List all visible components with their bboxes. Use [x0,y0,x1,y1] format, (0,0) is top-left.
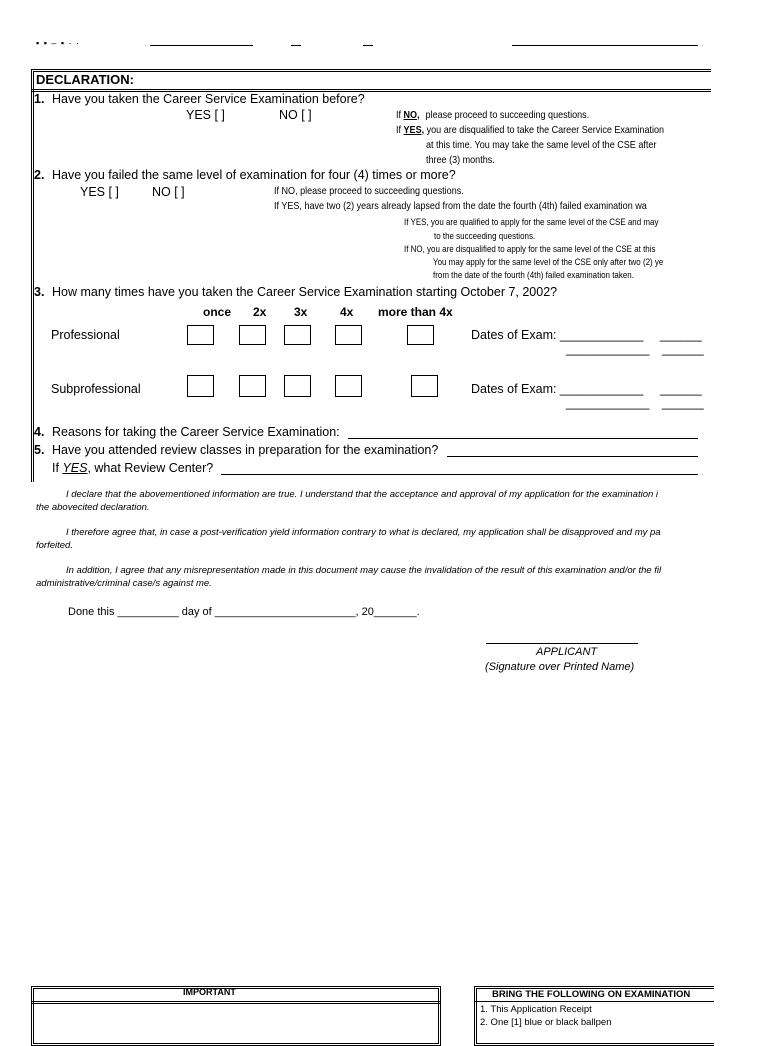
q3-subprofessional-dates-line2-extra[interactable]: ______ [662,396,704,410]
q3-professional-3x-checkbox[interactable] [284,325,311,345]
q3-subprofessional-dates[interactable]: Dates of Exam: ____________ [471,382,644,396]
statement-1-line2: the abovecited declaration. [36,502,150,513]
q4-text: Reasons for taking the Career Service Examination: [52,425,340,439]
q3-col-more: more than 4x [378,305,453,319]
q4-number: 4. [34,425,45,439]
signature-sub: (Signature over Printed Name) [485,661,635,673]
q5-sub-question [52,461,213,475]
statement-1-line1: I declare that the abovementioned information are true. I understand that the acceptance and approval of my application for the examination i [66,489,659,500]
q3-row-professional-label: Professional [51,328,120,342]
q1-if-no-rest: please proceed to succeeding questions. [425,109,590,121]
statement-2-line2: forfeited. [36,540,73,551]
bring-divider [474,1001,714,1002]
q3-subprofessional-once-checkbox[interactable] [187,375,214,397]
header-line-1 [150,45,253,46]
q3-text: How many times have you taken the Career Service Examination starting October 7, 2002? [52,285,558,299]
q5-text: Have you attended review classes in preparation for the examination? [52,443,439,457]
signature-line[interactable] [486,643,638,644]
statement-2-line1: I therefore agree that, in case a post-verification yield information contrary to what is declared, my application shall be disapproved and my pa [66,527,661,538]
q1-note-line2: at this time. You may take the same level of the CSE after [426,139,657,151]
statement-3-line2: administrative/criminal case/s against me. [36,578,212,589]
important-box [31,986,441,1046]
q2-yes-option[interactable]: YES [ ] [80,185,119,199]
header-line-3 [363,45,373,46]
q4-answer-line[interactable] [348,438,698,439]
q3-subprofessional-4x-checkbox[interactable] [335,375,362,397]
q3-subprofessional-dates-extra[interactable]: ______ [660,382,702,396]
q1-if-yes-rest: you are disqualified to take the Career Service Examination [426,124,665,136]
q1-if-yes-note [396,124,664,136]
bring-item-1: 1. This Application Receipt [480,1004,592,1015]
q2-text: Have you failed the same level of examination for four (4) times or more? [52,168,456,182]
q3-col-4x: 4x [340,305,354,319]
q1-if-no-note [396,109,589,121]
bring-item-2: 2. One [1] blue or black ballpen [480,1017,612,1028]
q3-professional-dates-line2-extra[interactable]: ______ [662,342,704,356]
q2-sub-no-2: You may apply for the same level of the CSE only after two (2) ye [433,257,664,268]
header-line-4 [512,45,698,46]
important-title: IMPORTANT [183,987,236,997]
q2-if-yes-note: If YES, have two (2) years already lapsed from the date the fourth (4th) failed examination wa [274,200,647,212]
declaration-title: DECLARATION: [36,72,134,87]
q3-subprofessional-3x-checkbox[interactable] [284,375,311,397]
signature-label: APPLICANT [536,646,598,658]
header-scraps: ▪ ▪ – ▪ · · [36,38,81,48]
q3-col-2x: 2x [253,305,267,319]
q3-col-once: once [203,305,232,319]
q2-number: 2. [34,168,45,182]
done-this-line[interactable]: Done this __________ day of _______________________, 20_______. [68,606,420,618]
q3-professional-once-checkbox[interactable] [187,325,214,345]
q1-yes-option[interactable]: YES [ ] [186,108,225,122]
q3-col-3x: 3x [294,305,308,319]
q2-sub-yes-2: to the succeeding questions. [434,231,536,242]
q1-no-option[interactable]: NO [ ] [279,108,312,122]
q1-if-no-key: NO, [403,109,420,121]
q5-sub-rest: , what Review Center? [87,461,214,475]
bring-title: BRING THE FOLLOWING ON EXAMINATION [492,989,691,1000]
q5-sub-yes: YES [62,461,88,475]
q5-number: 5. [34,443,45,457]
q1-text: Have you taken the Career Service Examination before? [52,92,365,106]
q2-no-option[interactable]: NO [ ] [152,185,185,199]
q3-subprofessional-2x-checkbox[interactable] [239,375,266,397]
q5-sub-prefix: If [52,461,59,475]
q3-number: 3. [34,285,45,299]
important-divider [31,1001,441,1004]
q1-note-line3: three (3) months. [426,154,495,166]
q3-professional-dates-extra[interactable]: ______ [660,328,702,342]
q5-answer-line[interactable] [447,456,698,457]
q3-professional-dates[interactable]: Dates of Exam: ____________ [471,328,644,342]
q3-professional-dates-line2[interactable]: ____________ [566,342,650,356]
q2-sub-no-1: If NO, you are disqualified to apply for the same level of the CSE at this [404,244,656,255]
q3-professional-more-checkbox[interactable] [407,325,434,345]
q2-if-no-note: If NO, please proceed to succeeding questions. [274,185,464,197]
q3-professional-2x-checkbox[interactable] [239,325,266,345]
q1-if-yes-key: YES, [403,124,425,136]
q3-professional-4x-checkbox[interactable] [335,325,362,345]
q3-subprofessional-more-checkbox[interactable] [411,375,438,397]
q1-number: 1. [34,92,45,106]
statement-3-line1: In addition, I agree that any misrepresentation made in this document may cause the invalidation of the result of this examination and/or the fil [66,565,662,576]
q3-subprofessional-dates-line2[interactable]: ____________ [566,396,650,410]
q2-sub-no-3: from the date of the fourth (4th) failed examination taken. [433,270,634,281]
q2-sub-yes-1: If YES, you are qualified to apply for the same level of the CSE and may [404,217,659,228]
q3-row-subprofessional-label: Subprofessional [51,382,141,396]
header-line-2 [291,45,301,46]
q1-if-yes-prefix: If [396,124,402,136]
q1-if-no-prefix: If [396,109,402,121]
q5-review-center-line[interactable] [221,474,698,475]
